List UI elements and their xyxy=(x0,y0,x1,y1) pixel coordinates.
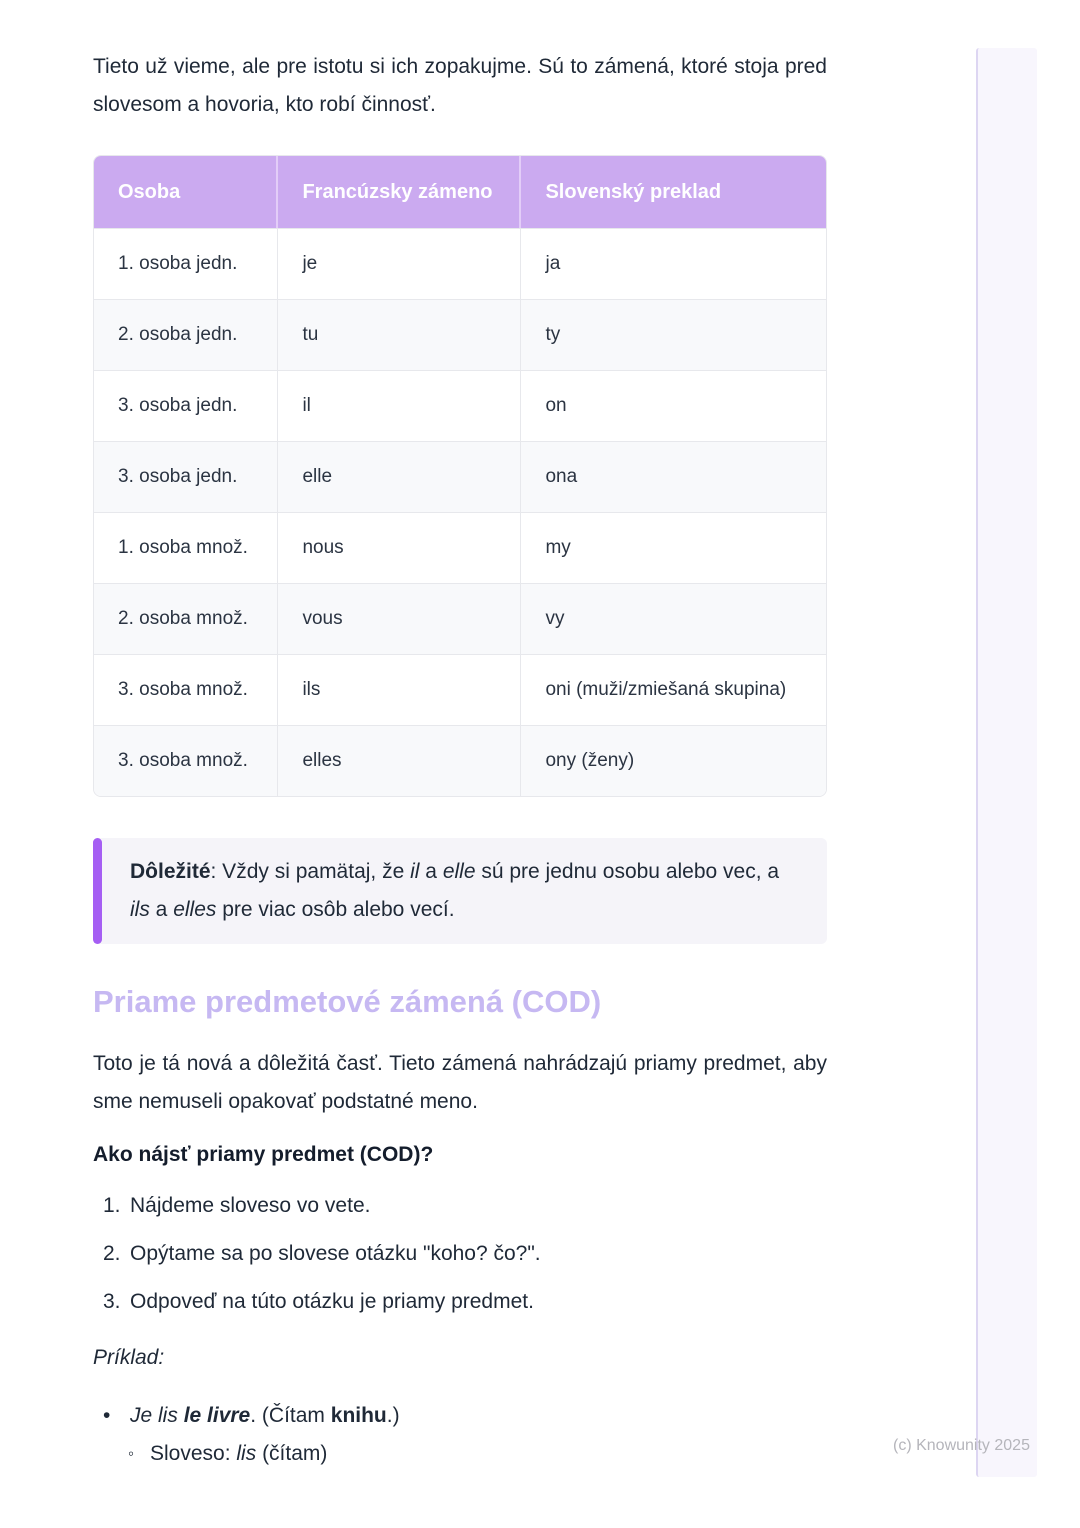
pronoun-table xyxy=(94,156,826,796)
example-sentence: Je lis le livre. (Čítam knihu.) xyxy=(130,1404,400,1427)
step-marker: 2. xyxy=(103,1242,121,1265)
example-detail: Sloveso: lis (čítam) xyxy=(150,1442,328,1465)
table-cell: nous xyxy=(278,512,521,583)
page-edge-strip xyxy=(976,48,1037,1477)
section-heading: Priame predmetové zámená (COD) xyxy=(93,984,602,1019)
callout-text: Dôležité: Vždy si pamätaj, že il a elle sú pre jednu osobu alebo vec, a ils a elles pre viac osôb alebo vecí. xyxy=(130,860,780,921)
list-item xyxy=(93,1191,827,1221)
table-header-preklad: Slovenský preklad xyxy=(521,156,826,228)
table-cell: elle xyxy=(278,441,521,512)
table-cell: 1. osoba množ. xyxy=(94,512,278,583)
intro-paragraph: Tieto už vieme, ale pre istotu si ich zopakujme. Sú to zámená, ktoré stoja pred slovesom a hovoria, kto robí činnosť. xyxy=(93,55,827,116)
table-row xyxy=(94,370,826,441)
step-text: Odpoveď na túto otázku je priamy predmet. xyxy=(130,1290,534,1313)
table-cell: on xyxy=(521,370,826,441)
table-header-row xyxy=(94,156,826,228)
table-cell: oni (muži/zmiešaná skupina) xyxy=(521,654,826,725)
list-item xyxy=(93,1239,827,1269)
callout-label: Dôležité xyxy=(130,860,211,883)
table-row xyxy=(94,441,826,512)
table-header-osoba: Osoba xyxy=(94,156,278,228)
table-row xyxy=(94,725,826,796)
table-cell: ja xyxy=(521,228,826,299)
table-cell: 2. osoba množ. xyxy=(94,583,278,654)
table-row xyxy=(94,228,826,299)
table-cell: elles xyxy=(278,725,521,796)
steps-list xyxy=(93,1191,827,1317)
table-cell: tu xyxy=(278,299,521,370)
sub-heading: Ako nájsť priamy predmet (COD)? xyxy=(93,1143,434,1166)
example-label: Príklad: xyxy=(93,1346,165,1369)
bullet-list xyxy=(93,1397,827,1473)
sub-bullet-icon: ◦ xyxy=(128,1444,135,1463)
pronoun-table-container xyxy=(93,155,827,797)
table-cell: my xyxy=(521,512,826,583)
table-cell: vy xyxy=(521,583,826,654)
table-cell: je xyxy=(278,228,521,299)
table-cell: 3. osoba množ. xyxy=(94,654,278,725)
table-cell: 3. osoba množ. xyxy=(94,725,278,796)
important-callout xyxy=(93,838,827,944)
table-row xyxy=(94,654,826,725)
table-header-zameno: Francúzsky zámeno xyxy=(278,156,521,228)
copyright-note: (c) Knowunity 2025 xyxy=(893,1437,1030,1454)
list-item xyxy=(93,1397,827,1435)
list-item xyxy=(93,1287,827,1317)
list-item xyxy=(128,1435,827,1473)
table-cell: ona xyxy=(521,441,826,512)
table-row xyxy=(94,583,826,654)
table-cell: 1. osoba jedn. xyxy=(94,228,278,299)
table-row xyxy=(94,299,826,370)
table-cell: 3. osoba jedn. xyxy=(94,441,278,512)
table-cell: ty xyxy=(521,299,826,370)
callout-accent-bar xyxy=(93,838,102,944)
table-cell: vous xyxy=(278,583,521,654)
section-paragraph: Toto je tá nová a dôležitá časť. Tieto zámená nahrádzajú priamy predmet, aby sme nemuseli opakovať podstatné meno. xyxy=(93,1052,827,1113)
table-cell: ony (ženy) xyxy=(521,725,826,796)
step-text: Nájdeme sloveso vo vete. xyxy=(130,1194,371,1217)
table-cell: ils xyxy=(278,654,521,725)
table-cell: 3. osoba jedn. xyxy=(94,370,278,441)
document-page xyxy=(93,48,827,1473)
step-marker: 3. xyxy=(103,1290,121,1313)
table-cell: 2. osoba jedn. xyxy=(94,299,278,370)
bullet-icon: • xyxy=(103,1404,111,1427)
table-row xyxy=(94,512,826,583)
table-cell: il xyxy=(278,370,521,441)
step-marker: 1. xyxy=(103,1194,121,1217)
step-text: Opýtame sa po slovese otázku "koho? čo?". xyxy=(130,1242,541,1265)
